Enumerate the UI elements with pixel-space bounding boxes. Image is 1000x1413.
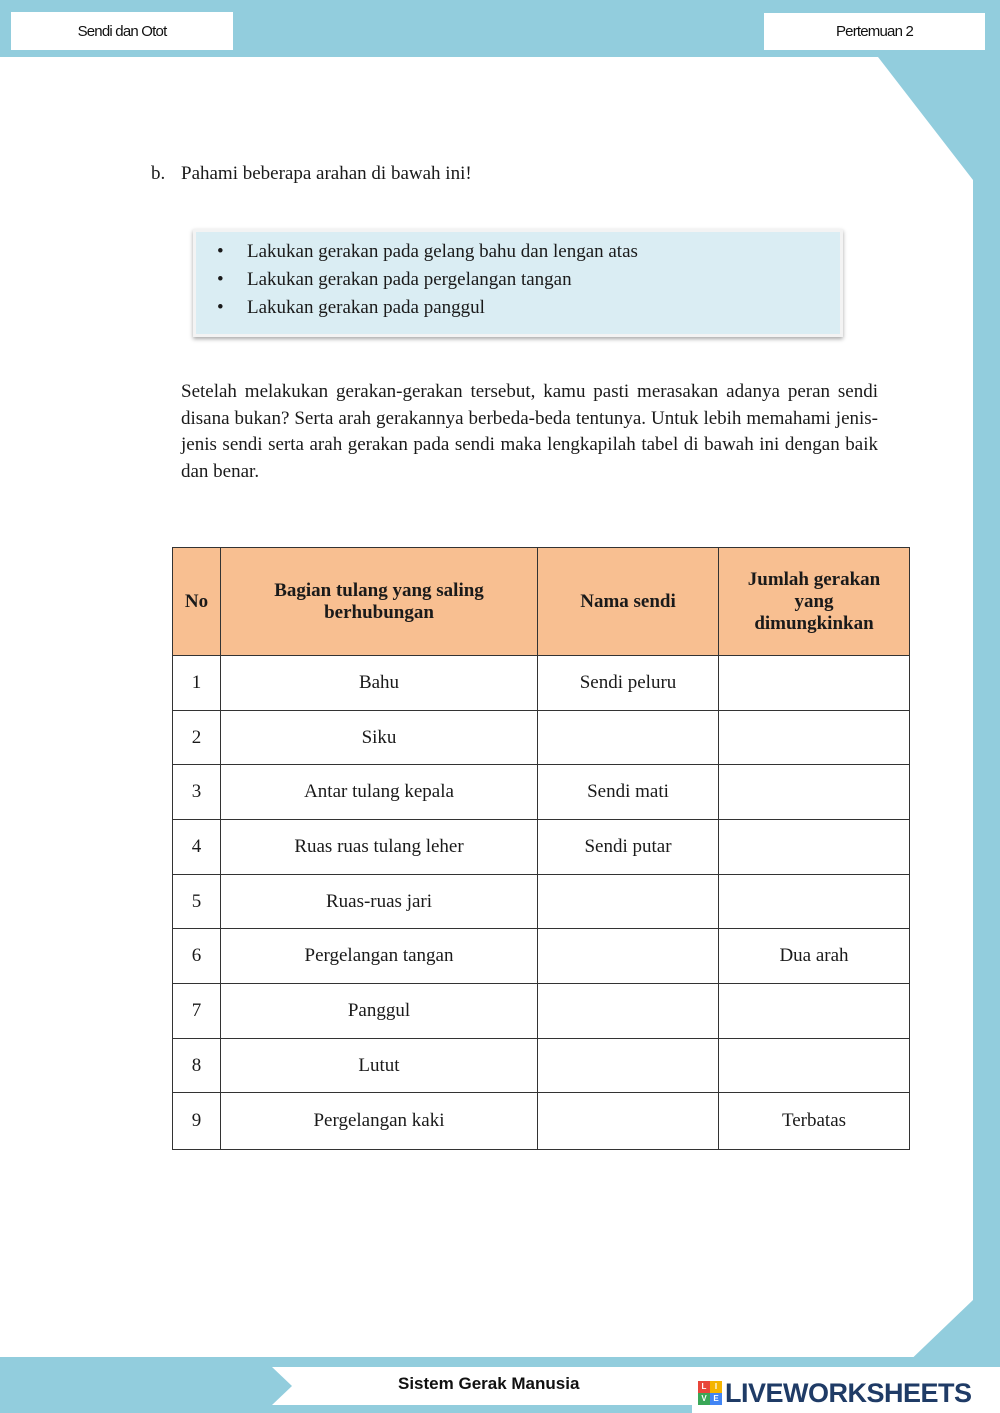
header-jumlah: [719, 548, 910, 656]
table-row: [173, 656, 910, 711]
header-bagian-text: Bagian tulang yang saling berhubungan: [274, 579, 484, 623]
header-nama: Nama sendi: [538, 548, 719, 656]
cell-nama-input[interactable]: [538, 929, 719, 984]
cell-no: 2: [173, 711, 221, 765]
table-header-row: [173, 548, 910, 656]
cell-bagian: Panggul: [221, 984, 538, 1039]
cell-nama-input[interactable]: [538, 711, 719, 765]
cell-no: 5: [173, 875, 221, 929]
bullet-box: [193, 229, 843, 337]
logo-tile: I: [710, 1381, 722, 1393]
joints-table: [172, 547, 910, 1150]
cell-no: 4: [173, 820, 221, 875]
cell-nama: Sendi mati: [538, 765, 719, 820]
cell-bagian: Ruas-ruas jari: [221, 875, 538, 929]
cell-jumlah: Terbatas: [719, 1093, 910, 1150]
liveworksheets-icon: [698, 1381, 722, 1405]
cell-jumlah-input[interactable]: [719, 984, 910, 1039]
instruction-paragraph: Setelah melakukan gerakan-gerakan tersebut, kamu pasti merasakan adanya peran sendi disana bukan? Serta arah gerakannya berbeda-beda tentunya. Untuk lebih memahami jenis-jenis sendi serta arah gerakan pada sendi maka lengkapilah tabel di bawah ini dengan baik dan benar.: [181, 381, 878, 482]
cell-no: 6: [173, 929, 221, 984]
cell-bagian: Pergelangan kaki: [221, 1093, 538, 1150]
header-right-title: Pertemuan 2: [764, 13, 985, 50]
cell-jumlah-input[interactable]: [719, 875, 910, 929]
logo-tile: V: [698, 1393, 710, 1405]
instruction: [151, 163, 472, 185]
cell-nama-input[interactable]: [538, 875, 719, 929]
table-row: [173, 820, 910, 875]
table-row: [173, 984, 910, 1039]
cell-jumlah-input[interactable]: [719, 1039, 910, 1093]
cell-bagian: Antar tulang kepala: [221, 765, 538, 820]
table-row: [173, 711, 910, 765]
bullet-item: • Lakukan gerakan pada gelang bahu dan lengan atas: [215, 238, 638, 266]
cell-no: 9: [173, 1093, 221, 1150]
cell-nama-input[interactable]: [538, 984, 719, 1039]
header-no: No: [173, 548, 221, 656]
cell-jumlah-input[interactable]: [719, 765, 910, 820]
table-row: [173, 1093, 910, 1150]
cell-bagian: Siku: [221, 711, 538, 765]
instruction-text: Pahami beberapa arahan di bawah ini!: [181, 163, 472, 184]
bullet-item: • Lakukan gerakan pada panggul: [215, 294, 638, 322]
table-row: [173, 875, 910, 929]
cell-jumlah-input[interactable]: [719, 820, 910, 875]
cell-jumlah-input[interactable]: [719, 656, 910, 711]
instruction-label: b.: [151, 163, 166, 184]
header-bagian: [221, 548, 538, 656]
cell-nama-input[interactable]: [538, 1093, 719, 1150]
header-jumlah-text: Jumlah gerakan yang dimungkinkan: [747, 568, 881, 634]
cell-bagian: Bahu: [221, 656, 538, 711]
liveworksheets-logo[interactable]: [698, 1377, 998, 1409]
cell-jumlah-input[interactable]: [719, 711, 910, 765]
table-row: [173, 765, 910, 820]
cell-jumlah: Dua arah: [719, 929, 910, 984]
cell-no: 8: [173, 1039, 221, 1093]
cell-bagian: Lutut: [221, 1039, 538, 1093]
cell-nama: Sendi peluru: [538, 656, 719, 711]
table-row: [173, 1039, 910, 1093]
logo-tile: E: [710, 1393, 722, 1405]
cell-nama: Sendi putar: [538, 820, 719, 875]
table-row: [173, 929, 910, 984]
footer-title: Sistem Gerak Manusia: [398, 1374, 580, 1393]
liveworksheets-brand: LIVEWORKSHEETS: [725, 1377, 972, 1408]
header-left-title: Sendi dan Otot: [11, 12, 233, 50]
bullet-item: • Lakukan gerakan pada pergelangan tangan: [215, 266, 638, 294]
cell-no: 7: [173, 984, 221, 1039]
cell-nama-input[interactable]: [538, 1039, 719, 1093]
cell-no: 1: [173, 656, 221, 711]
logo-tile: L: [698, 1381, 710, 1393]
cell-bagian: Pergelangan tangan: [221, 929, 538, 984]
cell-bagian: Ruas ruas tulang leher: [221, 820, 538, 875]
cell-no: 3: [173, 765, 221, 820]
bullet-list: [215, 238, 638, 322]
